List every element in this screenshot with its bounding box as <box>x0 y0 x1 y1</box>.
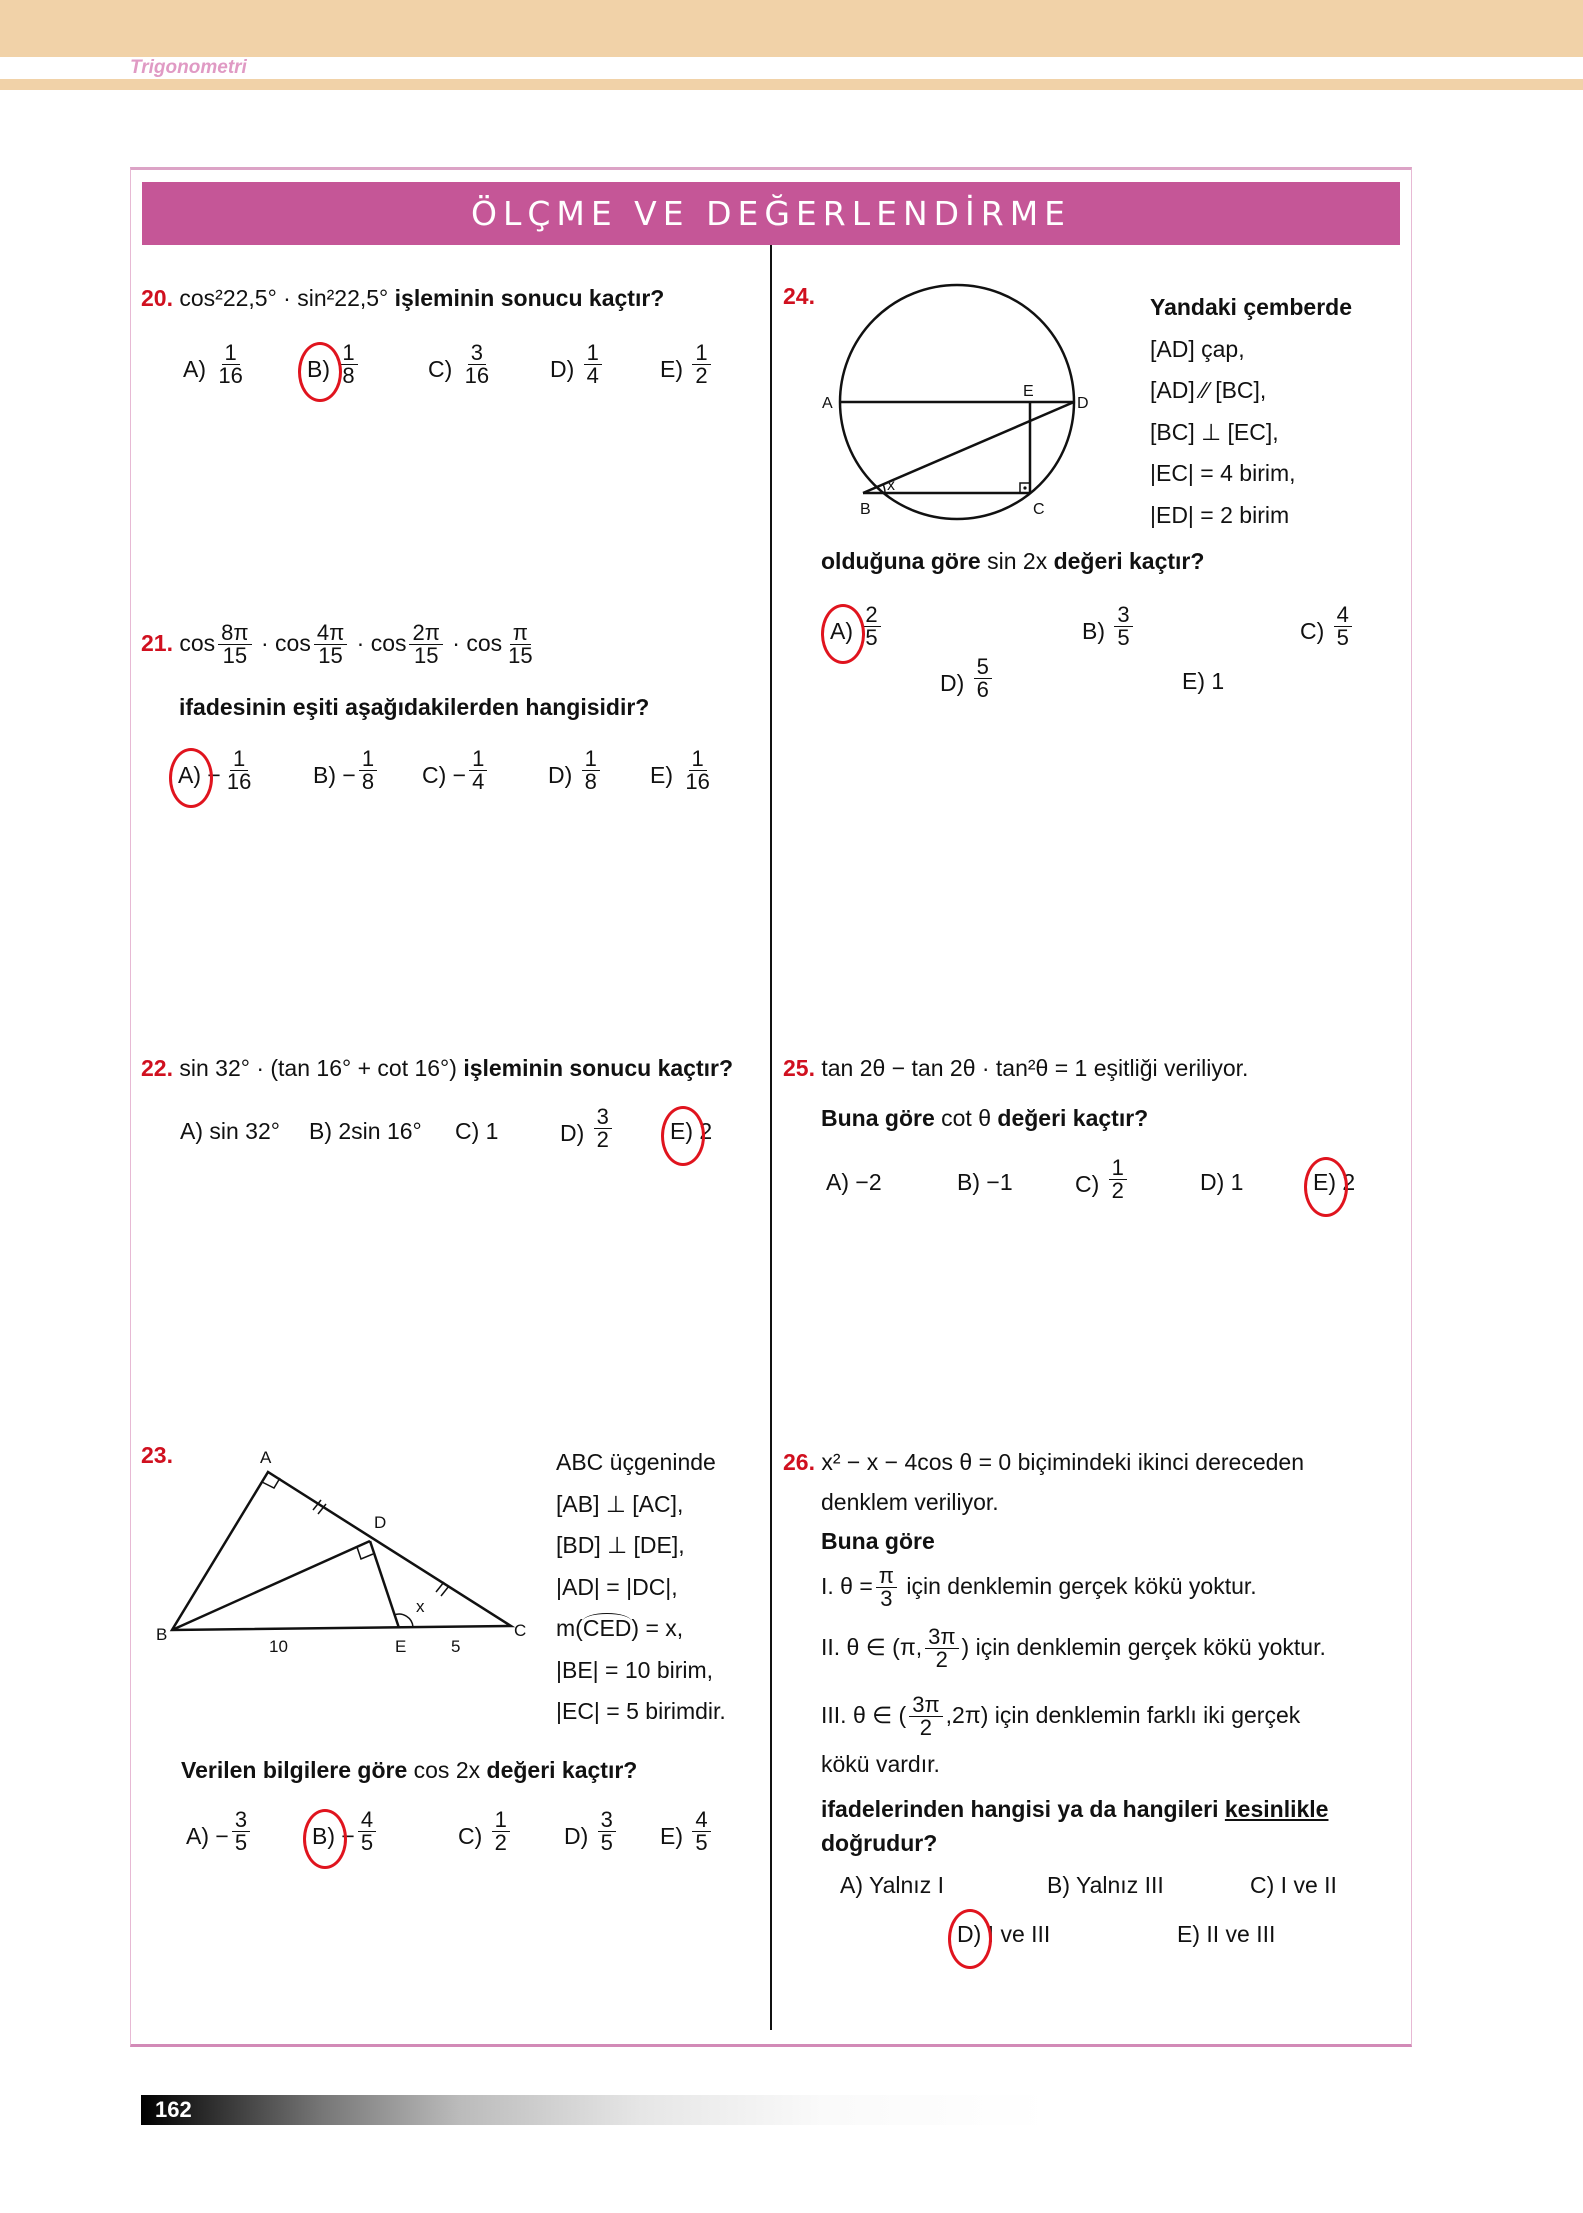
statement-post: için denklemin farklı iki gerçek <box>994 1702 1301 1729</box>
option-sign: − <box>452 762 467 789</box>
option-fraction <box>359 748 377 794</box>
statement-3 <box>821 1694 1300 1740</box>
prompt-part: ifadelerinden hangisi ya da hangileri <box>821 1796 1219 1822</box>
label-x: x <box>887 477 895 494</box>
prompt-26 <box>821 1796 1328 1823</box>
section-title: ÖLÇME VE DEĞERLENDİRME <box>142 182 1400 245</box>
option-d[interactable] <box>548 746 603 795</box>
option-label: E) <box>670 1118 693 1144</box>
prompt-math: cos 2x <box>413 1757 481 1783</box>
denominator: 2 <box>919 1715 933 1741</box>
prompt-part: Buna göre <box>821 1105 935 1131</box>
option-text: 1 <box>485 1118 499 1144</box>
denominator: 2 <box>494 1830 507 1856</box>
option-label: B) <box>957 1169 980 1195</box>
option-label: B) <box>307 356 330 383</box>
numerator: 1 <box>222 342 240 365</box>
prompt-23 <box>181 1757 637 1784</box>
option-label: E) <box>1177 1921 1200 1947</box>
option-text: 2 <box>699 1118 713 1144</box>
right-angle-d <box>357 1547 373 1559</box>
prompt-part: değeri kaçtır? <box>486 1757 638 1783</box>
option-label: A) <box>183 356 206 383</box>
option-sign: − <box>215 1823 229 1850</box>
option-label: E) <box>660 1823 683 1850</box>
option-fraction <box>682 748 712 794</box>
prompt-part: Verilen bilgilere göre <box>181 1757 408 1783</box>
running-title: Trigonometri <box>130 57 247 78</box>
option-d[interactable] <box>564 1807 619 1856</box>
option-fraction <box>215 342 245 388</box>
numerator: 5 <box>974 656 992 679</box>
fraction <box>409 622 442 668</box>
option-e[interactable] <box>650 746 716 795</box>
top-band <box>0 0 1583 57</box>
denominator: 15 <box>413 643 439 669</box>
question-number: 24. <box>783 283 815 309</box>
numerator: 1 <box>689 748 707 771</box>
option-text: II ve III <box>1206 1921 1276 1947</box>
option-label: A) <box>826 1169 849 1195</box>
option-e[interactable] <box>1177 1921 1275 1948</box>
statement-2 <box>821 1626 1326 1672</box>
prompt-math: cot θ <box>941 1105 991 1131</box>
numerator: 3 <box>1114 604 1132 627</box>
label-d: D <box>374 1513 387 1532</box>
option-d[interactable] <box>940 654 995 703</box>
option-label: C) <box>1300 618 1325 645</box>
question-25 <box>783 1055 1248 1082</box>
denominator: 8 <box>361 769 375 795</box>
numerator: 1 <box>1109 1157 1127 1180</box>
numerator: 4 <box>692 1809 710 1832</box>
option-label: A) <box>830 618 853 645</box>
option-d[interactable] <box>550 340 605 389</box>
option-a[interactable] <box>826 1169 882 1196</box>
fraction <box>876 1565 897 1611</box>
given: |EC| = 4 birim, <box>1150 460 1296 486</box>
function-name: · cos <box>260 630 311 657</box>
given: [AD] ∕∕ [BC], <box>1150 377 1267 403</box>
label-a: A <box>260 1448 272 1467</box>
prompt-part: doğrudur? <box>821 1830 938 1856</box>
denominator: 5 <box>1117 625 1130 651</box>
answer-mark-circle <box>169 748 213 808</box>
answer-mark-circle <box>298 342 342 402</box>
option-text: −2 <box>855 1169 882 1195</box>
denominator: 16 <box>464 363 490 389</box>
statement-pre: I. θ = <box>821 1573 873 1600</box>
option-fraction <box>862 604 880 650</box>
option-fraction <box>692 1809 710 1855</box>
option-fraction <box>582 748 600 794</box>
numerator: 8π <box>218 622 251 645</box>
denominator: 3 <box>880 1586 893 1612</box>
option-b[interactable] <box>957 1169 1013 1196</box>
statement-text: biçimindeki ikinci dereceden <box>1017 1449 1304 1475</box>
angle-value: = x, <box>645 1615 684 1641</box>
prompt-25 <box>821 1105 1148 1132</box>
statement-pre: II. θ ∈ (π, <box>821 1634 923 1661</box>
question-number: 20. <box>141 285 173 311</box>
denominator: 4 <box>472 769 485 795</box>
column-divider <box>770 245 772 2030</box>
option-label: B) <box>1047 1872 1070 1898</box>
numerator: 3 <box>468 342 486 365</box>
option-c[interactable] <box>1250 1872 1337 1899</box>
option-label: C) <box>1075 1171 1100 1198</box>
answer-mark-circle <box>948 1909 992 1969</box>
given: [AD] çap, <box>1150 335 1245 362</box>
option-label: A) <box>180 1118 203 1144</box>
label-be: 10 <box>269 1637 288 1655</box>
option-e[interactable] <box>1182 668 1224 695</box>
numerator: 3π <box>909 1694 942 1717</box>
answer-mark-circle <box>661 1106 705 1166</box>
option-d[interactable] <box>560 1104 615 1153</box>
denominator: 16 <box>218 363 243 389</box>
statement-close: ,2π) <box>945 1702 989 1729</box>
label-c: C <box>514 1621 527 1640</box>
option-fraction <box>1334 604 1352 650</box>
fraction <box>218 622 251 668</box>
denominator: 5 <box>865 625 878 651</box>
option-label: D) <box>564 1823 589 1850</box>
page-number-bar <box>141 2095 1051 2125</box>
numerator: 1 <box>469 748 487 771</box>
answer-mark-circle <box>303 1809 347 1869</box>
option-c[interactable] <box>455 1118 498 1145</box>
option-label: A) <box>178 762 201 789</box>
option-text: I ve III <box>987 1921 1051 1947</box>
option-c[interactable] <box>428 340 495 389</box>
given: |BE| = 10 birim, <box>556 1656 714 1683</box>
function-name: · cos <box>356 630 407 657</box>
fraction <box>505 622 535 668</box>
option-label: D) <box>1200 1169 1225 1195</box>
option-c[interactable] <box>422 746 490 795</box>
numerator: 2π <box>409 622 442 645</box>
statement-text: kökü vardır. <box>821 1751 940 1777</box>
function-name: cos <box>179 630 216 657</box>
numerator: 3 <box>598 1809 616 1832</box>
prompt-part: olduğuna göre <box>821 548 981 574</box>
prompt-math: sin 2x <box>987 548 1048 574</box>
angle-suffix: ) <box>631 1615 640 1641</box>
option-sign: − <box>341 1823 355 1850</box>
fraction <box>909 1694 942 1740</box>
option-fraction <box>692 342 710 388</box>
numerator: 1 <box>582 748 600 771</box>
label-c: C <box>1033 501 1045 518</box>
label-a: A <box>822 395 833 412</box>
prompt: ifadesinin eşiti aşağıdakilerden hangisidir? <box>179 694 650 720</box>
denominator: 15 <box>222 643 248 669</box>
numerator: 4 <box>358 1809 376 1832</box>
option-label: D) <box>560 1120 585 1147</box>
numerator: 1 <box>492 1809 510 1832</box>
prompt: işleminin sonucu kaçtır? <box>394 285 665 311</box>
circle-figure <box>815 275 1105 535</box>
denominator: 15 <box>508 643 533 669</box>
option-label: D) <box>940 670 965 697</box>
option-b[interactable] <box>313 746 380 795</box>
numerator: 3 <box>594 1106 612 1129</box>
option-e[interactable] <box>660 1807 714 1856</box>
given: [BD] ⊥ [DE], <box>556 1532 685 1558</box>
prompt-part: Buna göre <box>821 1528 935 1554</box>
fraction <box>925 1626 958 1672</box>
option-a[interactable] <box>183 340 249 389</box>
denominator: 5 <box>695 1830 708 1856</box>
option-c[interactable] <box>458 1807 513 1856</box>
denominator: 2 <box>695 363 708 389</box>
denominator: 5 <box>600 1830 613 1856</box>
statement-post: için denklemin gerçek kökü yoktur. <box>906 1573 1257 1600</box>
option-label: C) <box>455 1118 480 1144</box>
option-b[interactable] <box>1082 602 1136 651</box>
statement-close: ) <box>961 1634 970 1661</box>
question-22 <box>141 1055 733 1082</box>
label-b: B <box>156 1625 168 1644</box>
page-number: 162 <box>155 2097 192 2122</box>
label-e: E <box>395 1637 407 1655</box>
expression: sin 32° · (tan 16° + cot 16°) <box>179 1055 457 1081</box>
prompt: işleminin sonucu kaçtır? <box>463 1055 733 1081</box>
angle-prefix: m( <box>556 1615 583 1641</box>
prompt-24 <box>821 548 1204 575</box>
expression: tan 2θ − tan 2θ · tan²θ = 1 <box>821 1055 1088 1081</box>
option-fraction <box>598 1809 616 1855</box>
option-fraction <box>339 342 357 388</box>
denominator: 8 <box>584 769 597 795</box>
option-e[interactable] <box>660 340 714 389</box>
option-text: 2sin 16° <box>338 1118 422 1144</box>
option-label: C) <box>1250 1872 1275 1898</box>
option-label: E) <box>1313 1169 1336 1195</box>
option-label: E) <box>660 356 683 383</box>
option-label: E) <box>1182 668 1205 694</box>
question-number: 25. <box>783 1055 815 1081</box>
function-name: · cos <box>452 630 503 657</box>
expression: x² − x − 4cos θ = 0 <box>821 1449 1012 1475</box>
denominator: 2 <box>596 1127 609 1153</box>
denominator: 16 <box>226 769 252 795</box>
statement-post: için denklemin gerçek kökü yoktur. <box>975 1634 1326 1661</box>
denominator: 6 <box>976 677 989 703</box>
question-20 <box>141 285 664 312</box>
option-fraction <box>1109 1157 1127 1203</box>
option-label: B) <box>313 762 336 789</box>
option-a[interactable] <box>180 1118 280 1145</box>
option-label: C) <box>428 356 453 383</box>
option-sign: − <box>207 762 221 789</box>
option-text: 1 <box>1230 1169 1244 1195</box>
given: ABC üçgeninde <box>556 1449 716 1475</box>
label-ec: 5 <box>451 1637 461 1655</box>
answer-mark-circle <box>1304 1157 1348 1217</box>
option-label: D) <box>550 356 575 383</box>
option-a[interactable] <box>186 1807 253 1856</box>
question-number: 26. <box>783 1449 815 1475</box>
question-number: 22. <box>141 1055 173 1081</box>
option-b[interactable] <box>1047 1872 1164 1899</box>
option-text: I ve II <box>1280 1872 1337 1898</box>
numerator: 1 <box>339 342 357 365</box>
option-label: D) <box>957 1921 982 1947</box>
option-label: A) <box>186 1823 209 1850</box>
prompt-underlined: kesinlikle <box>1224 1796 1329 1822</box>
numerator: π <box>510 622 531 645</box>
statement-pre: III. θ ∈ ( <box>821 1702 907 1729</box>
label-d: D <box>1077 395 1089 412</box>
denominator: 5 <box>360 1830 374 1856</box>
option-fraction <box>358 1809 376 1855</box>
numerator: 1 <box>230 748 248 771</box>
option-label: A) <box>840 1872 863 1898</box>
option-fraction <box>462 342 492 388</box>
question-number: 21. <box>141 630 173 657</box>
numerator: 3 <box>232 1809 250 1832</box>
givens-23 <box>556 1442 726 1733</box>
prompt-part: değeri kaçtır? <box>1053 548 1205 574</box>
option-label: D) <box>548 762 573 789</box>
triangle-figure <box>150 1440 540 1655</box>
numerator: 4 <box>1334 604 1352 627</box>
denominator: 4 <box>586 363 599 389</box>
numerator: 1 <box>584 342 602 365</box>
prompt-part: değeri kaçtır? <box>997 1105 1149 1131</box>
option-label: B) <box>312 1823 335 1850</box>
option-fraction <box>232 1809 250 1855</box>
option-fraction <box>1114 604 1132 650</box>
given: [BC] ⊥ [EC], <box>1150 418 1279 445</box>
option-text: 1 <box>1211 668 1225 694</box>
denominator: 8 <box>342 363 355 389</box>
option-sign: − <box>342 762 356 789</box>
segment-bd <box>172 1541 370 1630</box>
header-band <box>0 79 1583 90</box>
expression: cos²22,5° · sin²22,5° <box>179 285 389 311</box>
option-label: B) <box>1082 618 1105 645</box>
option-fraction <box>974 656 992 702</box>
numerator: 1 <box>692 342 710 365</box>
statement-1 <box>821 1565 1257 1611</box>
denominator: 2 <box>935 1647 948 1673</box>
question-number: 23. <box>141 1442 173 1468</box>
expression-tail: eşitliği veriliyor. <box>1093 1055 1249 1081</box>
option-a[interactable] <box>840 1872 944 1899</box>
option-fraction <box>469 748 487 794</box>
label-b: B <box>860 501 871 518</box>
fraction <box>314 622 347 668</box>
option-c[interactable] <box>1300 602 1355 651</box>
option-text: Yalnız I <box>868 1872 944 1898</box>
option-text: 2 <box>1342 1169 1356 1195</box>
denominator: 15 <box>318 643 343 669</box>
numerator: π <box>876 1565 897 1588</box>
denominator: 16 <box>685 769 710 795</box>
option-text: Yalnız III <box>1075 1872 1164 1898</box>
option-fraction <box>224 748 254 794</box>
given-angle <box>556 1608 726 1650</box>
option-label: E) <box>650 762 673 789</box>
givens-title: Yandaki çemberde <box>1150 294 1352 320</box>
statement-text: denklem veriliyor. <box>821 1489 999 1515</box>
given: |ED| = 2 birim <box>1150 501 1290 528</box>
option-text: sin 32° <box>209 1118 280 1144</box>
given: |EC| = 5 birimdir. <box>556 1698 726 1724</box>
option-d[interactable] <box>1200 1169 1243 1196</box>
option-c[interactable] <box>1075 1155 1130 1204</box>
option-fraction <box>492 1809 510 1855</box>
option-fraction <box>594 1106 612 1152</box>
denominator: 5 <box>234 1830 248 1856</box>
answer-mark-circle <box>821 604 865 664</box>
option-b[interactable] <box>309 1118 422 1145</box>
option-label: C) <box>422 762 447 789</box>
label-e: E <box>1023 383 1034 400</box>
question-21 <box>141 622 539 668</box>
numerator: 2 <box>862 604 880 627</box>
given: |AD| = |DC|, <box>556 1573 678 1600</box>
question-26 <box>783 1449 1304 1476</box>
numerator: 4π <box>314 622 347 645</box>
option-fraction <box>584 342 602 388</box>
option-text: −1 <box>986 1169 1013 1195</box>
denominator: 2 <box>1111 1178 1124 1204</box>
label-x: x <box>416 1597 425 1616</box>
option-label: C) <box>458 1823 483 1850</box>
option-label: B) <box>309 1118 332 1144</box>
given: [AB] ⊥ [AC], <box>556 1490 684 1517</box>
numerator: 1 <box>359 748 377 771</box>
denominator: 5 <box>1336 625 1349 651</box>
angle-name: CED <box>582 1615 632 1641</box>
numerator: 3π <box>925 1626 958 1649</box>
givens-24 <box>1150 287 1352 536</box>
